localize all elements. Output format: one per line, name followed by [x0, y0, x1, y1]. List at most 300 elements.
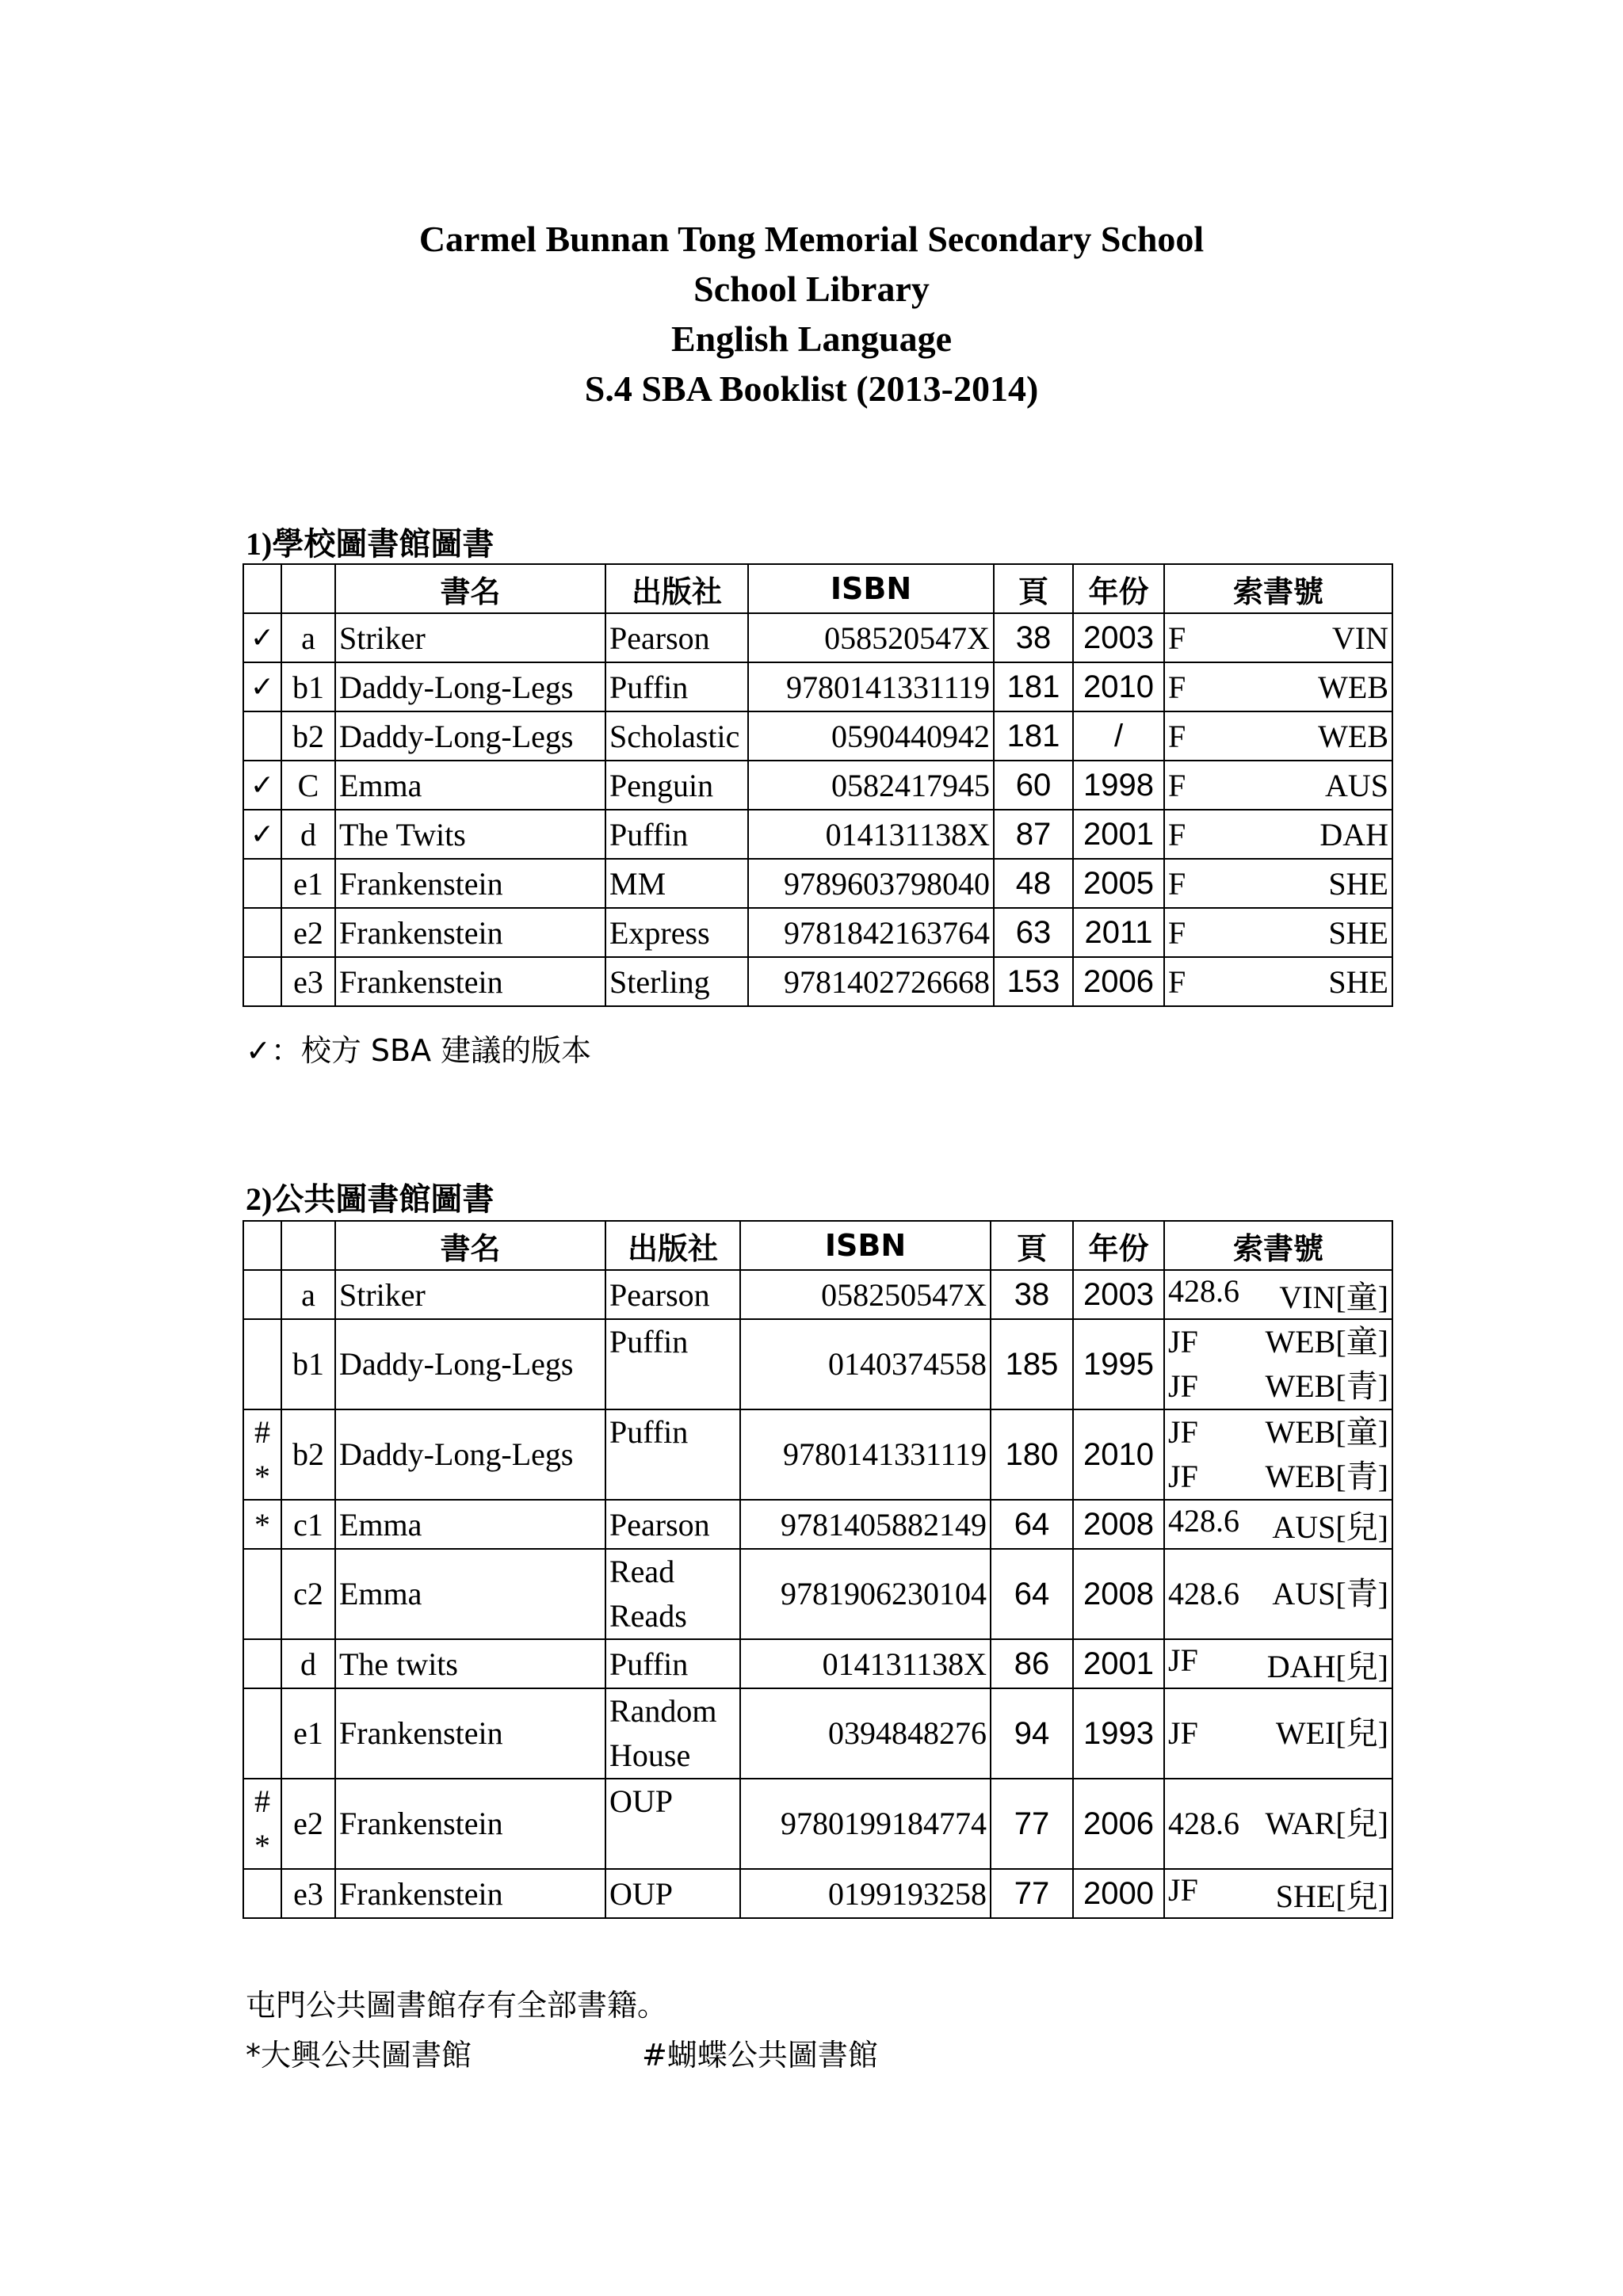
book-title: Frankenstein	[335, 859, 605, 908]
book-title-text: The twits	[339, 1646, 458, 1682]
call-code: SHE[兒]	[1275, 1878, 1388, 1914]
call-prefix: 428.6	[1168, 1272, 1239, 1309]
publisher	[605, 1319, 740, 1409]
year-text: 2001	[1083, 1646, 1154, 1681]
call-number-line	[1168, 620, 1388, 657]
call-number-line	[1168, 1711, 1388, 1756]
call-code: AUS[青]	[1272, 1576, 1388, 1611]
recommended-check-icon: ✓	[243, 810, 281, 859]
library-mark-primary: #	[254, 1414, 270, 1450]
book-title-text: Emma	[339, 1506, 422, 1543]
item-id-text: c2	[293, 1576, 323, 1611]
library-mark-primary: #	[254, 1783, 270, 1819]
call-number	[1164, 1319, 1392, 1409]
call-code: WEI[兒]	[1275, 1715, 1388, 1751]
item-id	[281, 1549, 335, 1639]
page-count	[991, 1549, 1073, 1639]
header-cell-publisher: 出版社	[605, 1221, 740, 1270]
table-row	[243, 908, 1392, 957]
butterfly-library-note: #蝴蝶公共圖書館	[642, 2038, 878, 2073]
isbn-text: 0394848276	[828, 1715, 987, 1751]
item-id-text: e2	[293, 1806, 323, 1841]
item-id: C	[281, 761, 335, 810]
page-count: 87	[994, 810, 1073, 859]
page-count	[991, 1270, 1073, 1319]
call-prefix: 428.6	[1168, 1576, 1239, 1611]
publisher: Pearson	[605, 613, 748, 662]
year-text: 2003	[1083, 1276, 1154, 1312]
table-row	[243, 1270, 1392, 1319]
year	[1073, 1319, 1164, 1409]
call-code: SHE	[1328, 865, 1388, 902]
item-id	[281, 1869, 335, 1918]
item-id-text: d	[300, 1646, 316, 1682]
page-count	[991, 1639, 1073, 1688]
book-title-text: Frankenstein	[339, 1806, 503, 1841]
call-number-line	[1168, 718, 1388, 755]
call-number-line	[1168, 1802, 1388, 1846]
library-mark	[243, 1319, 281, 1409]
year: 2006	[1073, 957, 1164, 1006]
section2-heading: 2)公共圖書館圖書	[246, 1181, 495, 1217]
call-prefix: F	[1168, 669, 1186, 705]
call-number-line	[1168, 865, 1388, 902]
call-prefix: JF	[1168, 1642, 1198, 1678]
isbn	[740, 1688, 991, 1779]
call-number	[1164, 1869, 1392, 1918]
book-title: Striker	[335, 613, 605, 662]
recommended-check-icon	[243, 859, 281, 908]
item-id	[281, 1270, 335, 1319]
isbn	[740, 1549, 991, 1639]
table-row	[243, 761, 1392, 810]
header-cell-isbn: ISBN	[748, 564, 994, 613]
isbn: 014131138X	[748, 810, 994, 859]
isbn: 9781842163764	[748, 908, 994, 957]
document-title	[0, 214, 1623, 414]
table-row	[243, 711, 1392, 761]
publisher-line-1: Random	[609, 1693, 717, 1729]
book-title	[335, 1549, 605, 1639]
header-cell-blank	[281, 564, 335, 613]
book-title-text: Striker	[339, 1276, 426, 1313]
header-cell-publisher: 出版社	[605, 564, 748, 613]
year	[1073, 1549, 1164, 1639]
page-count	[991, 1500, 1073, 1549]
page-count	[991, 1779, 1073, 1869]
isbn-text: 014131138X	[822, 1646, 987, 1682]
table-row	[243, 1688, 1392, 1779]
call-prefix: JF	[1168, 1871, 1198, 1908]
call-number-line	[1168, 1642, 1388, 1687]
item-id-text: e3	[293, 1875, 323, 1912]
page-count: 181	[994, 662, 1073, 711]
call-code: SHE	[1328, 963, 1388, 1000]
publisher: Penguin	[605, 761, 748, 810]
item-id: a	[281, 613, 335, 662]
call-number-line	[1168, 1364, 1388, 1409]
page-count	[991, 1869, 1073, 1918]
year: 2011	[1073, 908, 1164, 957]
call-number	[1164, 957, 1392, 1006]
year-text: 2006	[1083, 1806, 1154, 1841]
item-id: b2	[281, 711, 335, 761]
year-text: 2000	[1083, 1875, 1154, 1911]
call-prefix: JF	[1168, 1414, 1198, 1450]
school-name: Carmel Bunnan Tong Memorial Secondary School	[418, 219, 1205, 259]
call-prefix: F	[1168, 816, 1186, 852]
call-number	[1164, 662, 1392, 711]
year	[1073, 1500, 1164, 1549]
publisher-line-1: OUP	[609, 1875, 674, 1912]
library-mark	[243, 1779, 281, 1869]
publisher	[605, 1779, 740, 1869]
section1-heading: 1)學校圖書館圖書	[246, 526, 495, 562]
table-row	[243, 810, 1392, 859]
call-code: WAR[兒]	[1265, 1806, 1388, 1841]
page-count: 63	[994, 908, 1073, 957]
call-code: SHE	[1328, 914, 1388, 951]
page-count: 38	[994, 613, 1073, 662]
library-mark-primary	[247, 1320, 277, 1364]
book-title	[335, 1869, 605, 1918]
book-title	[335, 1639, 605, 1688]
item-id	[281, 1319, 335, 1409]
header-cell-title: 書名	[335, 1221, 605, 1270]
call-code: AUS	[1324, 767, 1388, 803]
library-mark-secondary: *	[254, 1828, 270, 1863]
publisher-line-1: Puffin	[609, 1414, 689, 1450]
call-number-line	[1168, 1871, 1388, 1917]
library-mark	[243, 1639, 281, 1688]
table-row	[243, 1549, 1392, 1639]
call-number-line	[1168, 767, 1388, 804]
call-code: AUS[兒]	[1272, 1508, 1388, 1545]
call-number	[1164, 761, 1392, 810]
call-number-line	[1168, 963, 1388, 1001]
publisher-line-2	[609, 1824, 736, 1868]
book-title-text: Emma	[339, 1576, 422, 1611]
booklist-title: S.4 SBA Booklist (2013-2014)	[584, 368, 1039, 409]
year-text: 1993	[1083, 1716, 1154, 1751]
header-cell-pages: 頁	[991, 1221, 1073, 1270]
isbn: 058520547X	[748, 613, 994, 662]
isbn	[740, 1500, 991, 1549]
call-number	[1164, 613, 1392, 662]
table-header-row	[243, 564, 1392, 613]
page-count: 60	[994, 761, 1073, 810]
publisher	[605, 1688, 740, 1779]
call-code: WEB[青]	[1265, 1368, 1388, 1404]
isbn	[740, 1270, 991, 1319]
item-id-text: c1	[293, 1506, 323, 1543]
call-number-line	[1168, 669, 1388, 706]
page-count	[991, 1319, 1073, 1409]
page-count-text: 77	[1014, 1875, 1050, 1911]
header-cell-call-number: 索書號	[1164, 564, 1392, 613]
book-title-text: Frankenstein	[339, 1715, 503, 1751]
recommended-check-icon	[243, 711, 281, 761]
table-row	[243, 662, 1392, 711]
call-number	[1164, 859, 1392, 908]
isbn-text: 9780199184774	[781, 1806, 987, 1841]
recommended-edition-note: ✓：校方 SBA 建議的版本	[246, 1033, 592, 1068]
year	[1073, 1779, 1164, 1869]
call-number	[1164, 1779, 1392, 1869]
school-library-table	[242, 563, 1393, 1007]
call-number	[1164, 1270, 1392, 1319]
library-mark-primary	[247, 1689, 277, 1733]
publisher	[605, 1869, 740, 1918]
call-number	[1164, 1409, 1392, 1500]
call-number	[1164, 810, 1392, 859]
publisher-line-1: Puffin	[609, 1324, 689, 1360]
call-prefix: JF	[1168, 1368, 1198, 1404]
year-text: 2008	[1083, 1506, 1154, 1542]
item-id	[281, 1688, 335, 1779]
table-row	[243, 1779, 1392, 1869]
page-count-text: 38	[1014, 1276, 1050, 1312]
item-id	[281, 1639, 335, 1688]
library-mark	[243, 1688, 281, 1779]
call-prefix: JF	[1168, 1715, 1198, 1751]
item-id	[281, 1779, 335, 1869]
table-row	[243, 613, 1392, 662]
call-prefix: JF	[1168, 1459, 1198, 1494]
call-prefix: F	[1168, 963, 1186, 1000]
year: /	[1073, 711, 1164, 761]
publisher: Puffin	[605, 810, 748, 859]
book-title: Frankenstein	[335, 957, 605, 1006]
library-mark-secondary: *	[254, 1459, 270, 1494]
isbn: 9789603798040	[748, 859, 994, 908]
call-code: WEB[青]	[1265, 1459, 1388, 1494]
page-count: 48	[994, 859, 1073, 908]
publisher	[605, 1549, 740, 1639]
book-title-text: Daddy-Long-Legs	[339, 1436, 574, 1472]
call-prefix: F	[1168, 620, 1186, 656]
publisher: MM	[605, 859, 748, 908]
book-title: Daddy-Long-Legs	[335, 662, 605, 711]
call-number	[1164, 1549, 1392, 1639]
call-number-line	[1168, 816, 1388, 853]
publisher-line-1: Pearson	[609, 1506, 710, 1543]
year: 1998	[1073, 761, 1164, 810]
year	[1073, 1688, 1164, 1779]
item-id-text: b2	[292, 1436, 324, 1472]
recommended-check-icon: ✓	[243, 662, 281, 711]
call-code: WEB[童]	[1265, 1414, 1388, 1450]
year	[1073, 1639, 1164, 1688]
year: 2003	[1073, 613, 1164, 662]
page-count-text: 180	[1005, 1437, 1059, 1472]
library-mark-primary: *	[254, 1506, 270, 1543]
isbn: 0582417945	[748, 761, 994, 810]
item-id: e2	[281, 908, 335, 957]
book-title: Frankenstein	[335, 908, 605, 957]
isbn-text: 9781405882149	[781, 1506, 987, 1543]
subject-name: English Language	[670, 318, 953, 359]
page-count-text: 86	[1014, 1646, 1050, 1681]
book-title: Daddy-Long-Legs	[335, 711, 605, 761]
recommended-check-icon: ✓	[243, 761, 281, 810]
isbn-text: 9780141331119	[782, 1436, 987, 1472]
table-row	[243, 1639, 1392, 1688]
library-mark-secondary	[247, 1733, 277, 1778]
recommended-check-icon: ✓	[243, 613, 281, 662]
call-number	[1164, 908, 1392, 957]
call-number-line	[1168, 1320, 1388, 1364]
library-mark	[243, 1869, 281, 1918]
page-count: 153	[994, 957, 1073, 1006]
header-cell-call-number: 索書號	[1164, 1221, 1392, 1270]
call-code: WEB	[1318, 718, 1388, 754]
isbn-text: 058250547X	[821, 1276, 987, 1313]
page-count	[991, 1409, 1073, 1500]
library-name: School Library	[693, 269, 930, 309]
call-code: VIN	[1331, 620, 1388, 656]
table-row	[243, 1500, 1392, 1549]
isbn	[740, 1319, 991, 1409]
year: 2010	[1073, 662, 1164, 711]
year-text: 2010	[1083, 1437, 1154, 1472]
book-title	[335, 1500, 605, 1549]
recommended-check-icon	[243, 957, 281, 1006]
publisher: Puffin	[605, 662, 748, 711]
book-title: Emma	[335, 761, 605, 810]
page-count-text: 64	[1014, 1506, 1050, 1542]
header-cell-blank	[281, 1221, 335, 1270]
call-number-line	[1168, 1455, 1388, 1499]
tuen-mun-library-note: 屯門公共圖書館存有全部書籍。	[246, 1988, 668, 2023]
book-title	[335, 1688, 605, 1779]
book-title	[335, 1319, 605, 1409]
isbn	[740, 1779, 991, 1869]
library-mark-secondary	[247, 1364, 277, 1409]
item-id	[281, 1409, 335, 1500]
item-id: e3	[281, 957, 335, 1006]
item-id	[281, 1500, 335, 1549]
call-prefix: 428.6	[1168, 1806, 1239, 1841]
year-text: 2008	[1083, 1577, 1154, 1611]
table-row	[243, 859, 1392, 908]
year: 2005	[1073, 859, 1164, 908]
call-code: WEB	[1318, 669, 1388, 705]
table-row	[243, 957, 1392, 1006]
call-code: DAH	[1319, 816, 1388, 852]
library-mark	[243, 1270, 281, 1319]
year	[1073, 1270, 1164, 1319]
public-library-table	[242, 1220, 1393, 1919]
year: 2001	[1073, 810, 1164, 859]
year-text: 1995	[1083, 1347, 1154, 1382]
page-count-text: 185	[1005, 1347, 1059, 1382]
publisher-line-1: Read	[609, 1554, 675, 1589]
call-number-line	[1168, 1502, 1388, 1547]
table-header-row	[243, 1221, 1392, 1270]
publisher-line-2: Reads	[609, 1598, 687, 1634]
page-count	[991, 1688, 1073, 1779]
library-mark	[243, 1549, 281, 1639]
header-cell-title: 書名	[335, 564, 605, 613]
isbn	[740, 1869, 991, 1918]
item-id-text: b1	[292, 1346, 324, 1382]
call-code: DAH[兒]	[1266, 1648, 1388, 1684]
header-cell-pages: 頁	[994, 564, 1073, 613]
call-code: VIN[童]	[1279, 1279, 1388, 1315]
publisher-line-2: House	[609, 1737, 691, 1773]
item-id: d	[281, 810, 335, 859]
library-mark	[243, 1500, 281, 1549]
isbn-text: 0140374558	[828, 1346, 987, 1382]
page-count-text: 94	[1014, 1716, 1050, 1751]
tai-hing-library-note: *大興公共圖書館	[246, 2038, 472, 2073]
year	[1073, 1409, 1164, 1500]
book-title-text: Daddy-Long-Legs	[339, 1346, 574, 1382]
item-id-text: a	[301, 1276, 315, 1313]
publisher-line-2	[609, 1364, 736, 1409]
isbn: 0590440942	[748, 711, 994, 761]
table-row	[243, 1409, 1392, 1500]
book-title: The Twits	[335, 810, 605, 859]
call-prefix: F	[1168, 865, 1186, 902]
isbn-text: 0199193258	[828, 1875, 987, 1912]
call-number	[1164, 1639, 1392, 1688]
isbn	[740, 1639, 991, 1688]
isbn-text: 9781906230104	[781, 1576, 987, 1611]
page-count-text: 77	[1014, 1806, 1050, 1841]
header-cell-year: 年份	[1073, 1221, 1164, 1270]
publisher-line-1: OUP	[609, 1783, 674, 1819]
recommended-check-icon	[243, 908, 281, 957]
publisher	[605, 1639, 740, 1688]
header-cell-blank	[243, 1221, 281, 1270]
call-number	[1164, 711, 1392, 761]
publisher: Express	[605, 908, 748, 957]
isbn: 9781402726668	[748, 957, 994, 1006]
call-number-line	[1168, 914, 1388, 952]
call-number-line	[1168, 1410, 1388, 1455]
library-mark	[243, 1409, 281, 1500]
book-title	[335, 1270, 605, 1319]
item-id: b1	[281, 662, 335, 711]
book-title	[335, 1779, 605, 1869]
table-row	[243, 1869, 1392, 1918]
publisher	[605, 1270, 740, 1319]
call-number-line	[1168, 1572, 1388, 1616]
publisher-line-1: Pearson	[609, 1276, 710, 1313]
table-row	[243, 1319, 1392, 1409]
isbn	[740, 1409, 991, 1500]
page-count-text: 64	[1014, 1577, 1050, 1611]
call-number	[1164, 1500, 1392, 1549]
call-prefix: F	[1168, 914, 1186, 951]
publisher: Sterling	[605, 957, 748, 1006]
page-count: 181	[994, 711, 1073, 761]
item-id: e1	[281, 859, 335, 908]
call-code: WEB[童]	[1265, 1324, 1388, 1360]
call-number	[1164, 1688, 1392, 1779]
book-title	[335, 1409, 605, 1500]
call-prefix: F	[1168, 718, 1186, 754]
publisher-line-2	[609, 1455, 736, 1499]
call-prefix: F	[1168, 767, 1186, 803]
year	[1073, 1869, 1164, 1918]
item-id-text: e1	[293, 1715, 323, 1751]
publisher: Scholastic	[605, 711, 748, 761]
header-cell-isbn: ISBN	[740, 1221, 991, 1270]
publisher	[605, 1500, 740, 1549]
